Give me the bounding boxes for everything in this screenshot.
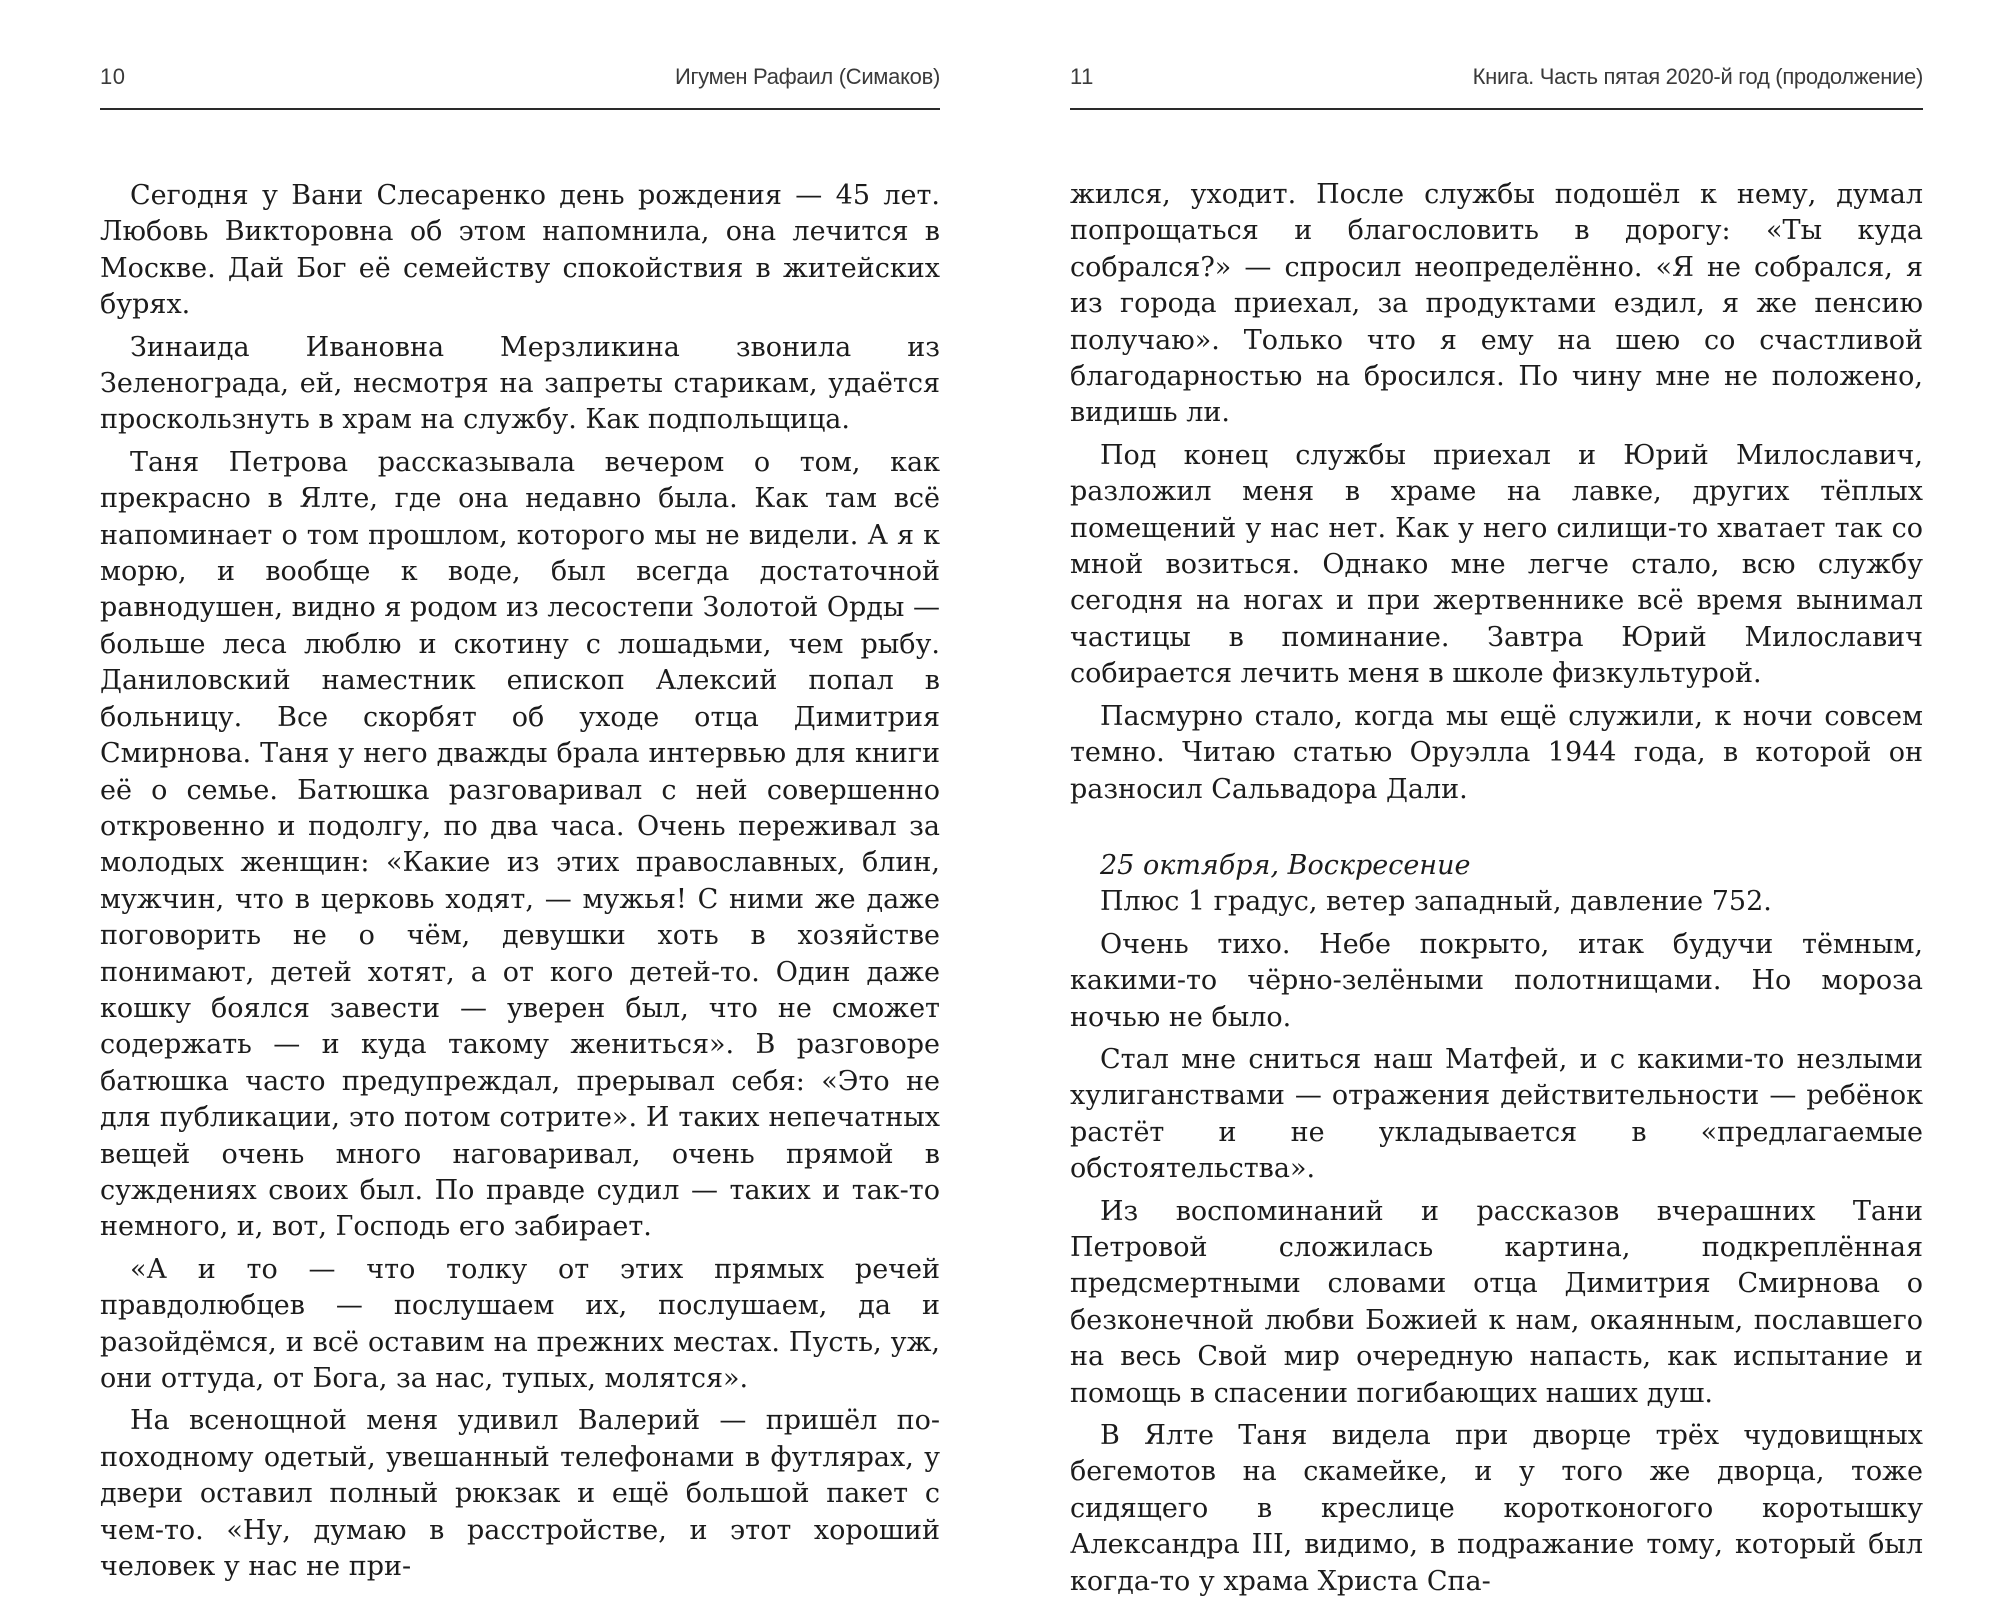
continued-paragraph: жился, уходит. После службы подошёл к нему, думал попрощаться и благословить в дорогу: «Ты куда собрался?» — спросил неопределённо. «Я не собрался, я из города приехал, за продуктами ездил, я же пенсию получаю». Только что я ему на шею со счастливой благодарностью на бросился. По чину мне не положено, видишь ли. (1070, 179, 1923, 429)
header-rule (1070, 108, 1923, 110)
page-number: 10 (100, 64, 126, 89)
weather-line: Плюс 1 градус, ветер западный, давление 752. (1100, 886, 1772, 918)
paragraph: Таня Петрова рассказывала вечером о том, как прекрасно в Ялте, где она недавно была. Как там всё напоминает о том прошлом, которого мы не видели. А я к морю, и вообще к воде, был всегда достаточной равнодушен, видно я родом из лесостепи Золотой Орды — больше леса люблю и скотину с лошадьми, чем рыбу. Даниловский наместник епископ Алексий попал в больницу. Все скорбят об уходе отца Димитрия Смирнова. Таня у него дважды брала интервью для книги её о семье. Батюшка разговаривал с ней совершенно откровенно и подолгу, по два часа. Очень переживал за молодых женщин: «Какие из этих православных, блин, мужчин, что в церковь ходят, — мужья! С ними же даже поговорить не о чём, девушки хоть в хозяйстве понимают, детей хотят, а от кого детей-то. Один даже кошку боялся завести — уверен был, что не сможет содержать — и куда такому жениться». В разговоре батюшка часто предупреждал, прерывал себя: «Это не для публикации, это потом сотрите». И таких непечатных вещей очень много наговаривал, очень прямой в суждениях своих был. По правде судил — таких и так-то немного, и, вот, Господь его забирает. (100, 446, 940, 1243)
entry-date-heading: 25 октября, Воскресение (1100, 849, 1471, 881)
left-page-header (100, 64, 940, 100)
paragraph: Пасмурно стало, когда мы ещё служили, к ночи совсем темно. Читаю статью Оруэлла 1944 года, в которой он разносил Сальвадора Дали. (1070, 700, 1923, 805)
running-head: Книга. Часть пятая 2020-й год (продолжение) (1472, 64, 1923, 89)
paragraph: В Ялте Таня видела при дворце трёх чудовищных бегемотов на скамейке, и у того же дворца, тоже сидящего в креслице коротконогого коротышку Александра III, видимо, в подражание тому, который был когда-то у храма Христа Спа- (1070, 1420, 1923, 1597)
right-page-header (1065, 64, 1923, 100)
right-page (1065, 0, 1923, 1597)
paragraph: Сегодня у Вани Слесаренко день рождения — 45 лет. Любовь Викторовна об этом напомнила, она лечится в Москве. Дай Бог её семейству спокойствия в житейских бурях. (100, 180, 940, 321)
paragraph: Очень тихо. Небе покрыто, итак будучи тёмным, какими-то чёрно-зелёными полотнищами. Но мороза ночью не было. (1070, 928, 1923, 1033)
left-page (100, 0, 940, 1583)
paragraph: Стал мне сниться наш Матфей, и с какими-то незлыми хулиганствами — отражения действительности — ребёнок растёт и не укладывается в «предлагаемые обстоятельства». (1070, 1043, 1923, 1185)
left-page-body (100, 178, 940, 1591)
running-head: Игумен Рафаил (Симаков) (674, 64, 940, 89)
right-page-body (1070, 177, 1923, 1606)
paragraph: Зинаида Ивановна Мерзликина звонила из Зеленограда, ей, несмотря на запреты старикам, удаётся проскользнуть в храм на службу. Как подпольщица. (100, 331, 940, 436)
paragraph: Под конец службы приехал и Юрий Милославич, разложил меня в храме на лавке, других тёплых помещений у нас нет. Как у него силищи-то хватает так со мной возиться. Однако мне легче стало, всю службу сегодня на ногах и при жертвеннике всё время вынимал частицы в поминание. Завтра Юрий Милославич собирается лечить меня в школе физкультурой. (1070, 439, 1923, 690)
paragraph: Из воспоминаний и рассказов вчерашних Тани Петровой сложилась картина, подкреплённая предсмертными словами отца Димитрия Смирнова о безконечной любви Божией к нам, окаянным, пославшего на весь Свой мир очередную напасть, как испытание и помощь в спасении погибающих наших душ. (1070, 1195, 1923, 1409)
header-rule (100, 108, 940, 110)
paragraph: На всенощной меня удивил Валерий — пришёл по-походному одетый, увешанный телефонами в футлярах, у двери оставил полный рюкзак и ещё большой пакет с чем-то. «Ну, думаю в расстройстве, и этот хороший человек у нас не при- (100, 1405, 940, 1583)
page-number: 11 (1070, 64, 1094, 89)
paragraph: «А и то — что толку от этих прямых речей правдолюбцев — послушаем их, послушаем, да и разойдёмся, и всё оставим на прежних местах. Пусть, уж, они оттуда, от Бога, за нас, тупых, молятся». (100, 1253, 940, 1394)
